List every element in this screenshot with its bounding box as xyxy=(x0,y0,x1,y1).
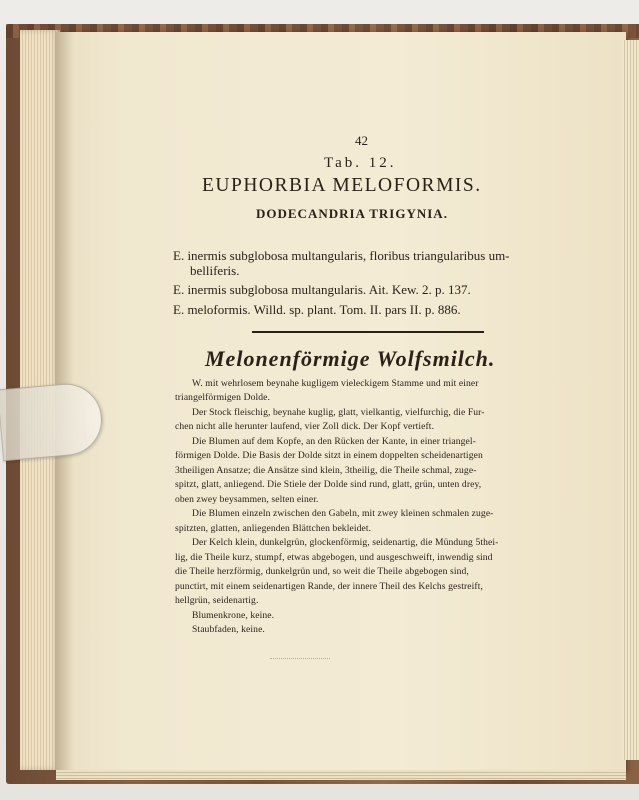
right-page-edges xyxy=(622,40,639,760)
synonym-line: E. meloformis. Willd. sp. plant. Tom. II. pars II. p. 886. xyxy=(173,302,461,317)
section-divider xyxy=(252,331,484,333)
description-line: Die Blumen auf dem Kopfe, an den Rücken der Kante, in einer triangel- xyxy=(192,436,476,447)
page-number: 42 xyxy=(355,133,368,148)
description-line: chen nicht alle herunter laufend, vier Zoll dick. Der Kopf vertieft. xyxy=(175,421,435,432)
species-title: EUPHORBIA MELOFORMIS. xyxy=(202,175,482,196)
description-line: Der Stock fleischig, beynahe kuglig, glatt, vielkantig, vielfurchig, die Fur- xyxy=(192,407,485,418)
description-line: 3theiligen Ansatze; die Ansätze sind klein, 3theilig, die Theile schmal, zuge- xyxy=(175,465,477,476)
description-line: spitzt, glatt, anliegend. Die Stiele der Dolde sind rund, glatt, grün, unten drey, xyxy=(175,479,482,490)
synonym-line: belliferis. xyxy=(190,263,240,278)
description-line: Blumenkrone, keine. xyxy=(192,610,275,621)
classification: DODECANDRIA TRIGYNIA. xyxy=(256,206,448,221)
description-line: die Theile herzförmig, dunkelgrün und, so weit die Theile abgebogen sind, xyxy=(175,566,469,577)
description-line: Die Blumen einzeln zwischen den Gabeln, mit zwey kleinen schmalen zuge- xyxy=(192,508,494,519)
description-line: Der Kelch klein, dunkelgrün, glockenförmig, seidenartig, die Mündung 5thei- xyxy=(192,537,499,548)
synonym-line: E. inermis subglobosa multangularis, floribus triangularibus um- xyxy=(173,248,510,263)
description-line: punctirt, mit einem seidenartigen Rande, der innere Theil des Kelchs gestreift, xyxy=(175,581,483,592)
description-line: förmigen Dolde. Die Basis der Dolde sitzt in einem doppelten scheidenartigen xyxy=(175,450,483,461)
description-line: triangelförmigen Dolde. xyxy=(175,392,271,403)
page-mark xyxy=(270,658,330,660)
common-name-heading: Melonenförmige Wolfsmilch. xyxy=(205,346,496,371)
plate-label: Tab. 12. xyxy=(324,155,397,171)
synonym-line: E. inermis subglobosa multangularis. Ait. Kew. 2. p. 137. xyxy=(173,282,471,297)
bottom-page-edges xyxy=(56,770,626,780)
description-line: Staubfaden, keine. xyxy=(192,624,265,635)
description-line: spitzten, glatten, anliegenden Blättchen bekleidet. xyxy=(175,523,372,534)
description-line: oben zwey beysammen, selten einer. xyxy=(175,494,319,505)
book-page xyxy=(56,32,626,772)
description-line: lig, die Theile kurz, stumpf, etwas abgebogen, und ausgeschweift, inwendig sind xyxy=(175,552,493,563)
description-line: hellgrün, seidenartig. xyxy=(175,595,259,606)
description-line: W. mit wehrlosem beynahe kugligem vieleckigem Stamme und mit einer xyxy=(192,378,479,389)
